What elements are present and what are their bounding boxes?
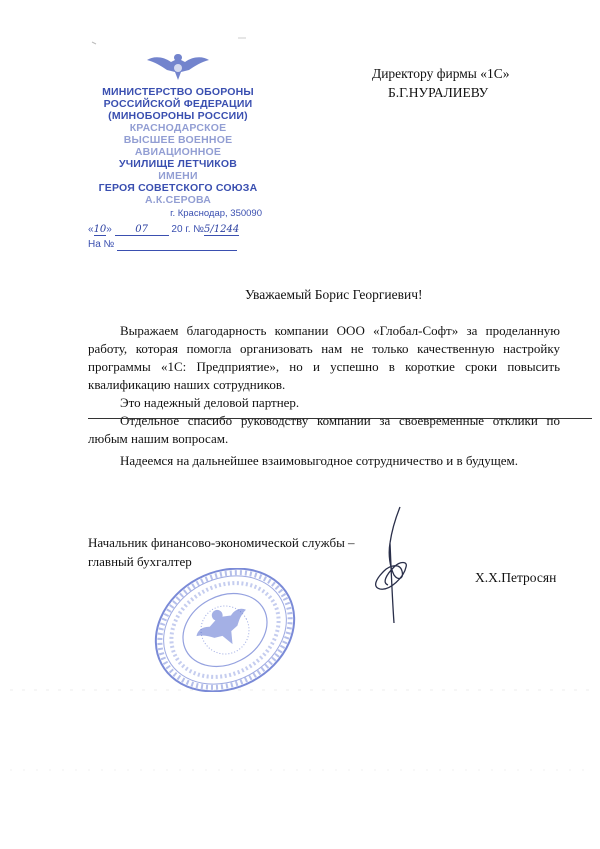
date-year-prefix: 20: [171, 224, 183, 235]
handwritten-signature: [360, 505, 430, 625]
letterhead-line: МИНИСТЕРСТВО ОБОРОНЫ: [102, 86, 254, 98]
addressee: [372, 64, 510, 102]
date-year-suffix: г. №: [185, 224, 205, 235]
body-paragraph: Выражаем благодарность компании ООО «Глобал-Софт» за проделанную работу, которая помогла организовать нам не только качественную настройку программы «1С: Предприятие», но и успешно в короткие сроки повысить квалификацию наших сотрудников.: [88, 323, 560, 392]
date-prefix: «: [88, 224, 94, 235]
date-month: 07: [115, 224, 169, 236]
addressee-title: Директору фирмы «1С»: [372, 66, 510, 81]
letterhead-line: А.К.СЕРОВА: [144, 194, 212, 206]
addressee-name: Б.Г.НУРАЛИЕВУ: [388, 85, 489, 100]
body-paragraph: Отдельное спасибо руководству компании за своевременные отклики по любым нашим вопросам.: [88, 413, 560, 446]
signer-name: Х.Х.Петросян: [475, 570, 557, 585]
body-paragraph: Надеемся на дальнейшее взаимовыгодное сотрудничество и в будущем.: [120, 453, 519, 468]
letterhead-line: ГЕРОЯ СОВЕТСКОГО СОЮЗА: [98, 182, 258, 194]
signer-position: Начальник финансово-экономической службы –: [88, 535, 355, 550]
letterhead-line: ВЫСШЕЕ ВОЕННОЕ: [123, 134, 233, 146]
date-day: 10: [93, 224, 107, 235]
salutation: Уважаемый Борис Георгиевич!: [245, 287, 423, 302]
date-number: 5/1244: [204, 224, 240, 235]
letterhead-city: г. Краснодар, 350090: [170, 208, 262, 219]
letterhead-line: КРАСНОДАРСКОЕ: [129, 122, 227, 134]
letterhead-line: АВИАЦИОННОЕ: [134, 146, 222, 158]
reference-blank: [117, 239, 237, 251]
signature-block: [88, 533, 355, 571]
date-mid: »: [106, 224, 112, 235]
letterhead-reference: [88, 239, 268, 251]
letter-body: [88, 322, 560, 470]
letterhead-line: ИМЕНИ: [158, 170, 198, 182]
letterhead-line: РОССИЙСКОЙ ФЕДЕРАЦИИ: [103, 98, 253, 110]
scan-rule-line: [88, 418, 592, 419]
letterhead-date-row: [88, 224, 268, 236]
round-seal-icon: [150, 568, 300, 692]
reference-label: На №: [88, 239, 115, 250]
body-paragraph: Это надежный деловой партнер.: [120, 395, 300, 410]
letterhead-line: УЧИЛИЩЕ ЛЕТЧИКОВ: [118, 158, 238, 170]
eagle-emblem-icon: [145, 50, 211, 84]
letterhead-line: (МИНОБОРОНЫ РОССИИ): [108, 110, 248, 122]
signer-position: главный бухгалтер: [88, 554, 192, 569]
letterhead: [88, 50, 268, 251]
